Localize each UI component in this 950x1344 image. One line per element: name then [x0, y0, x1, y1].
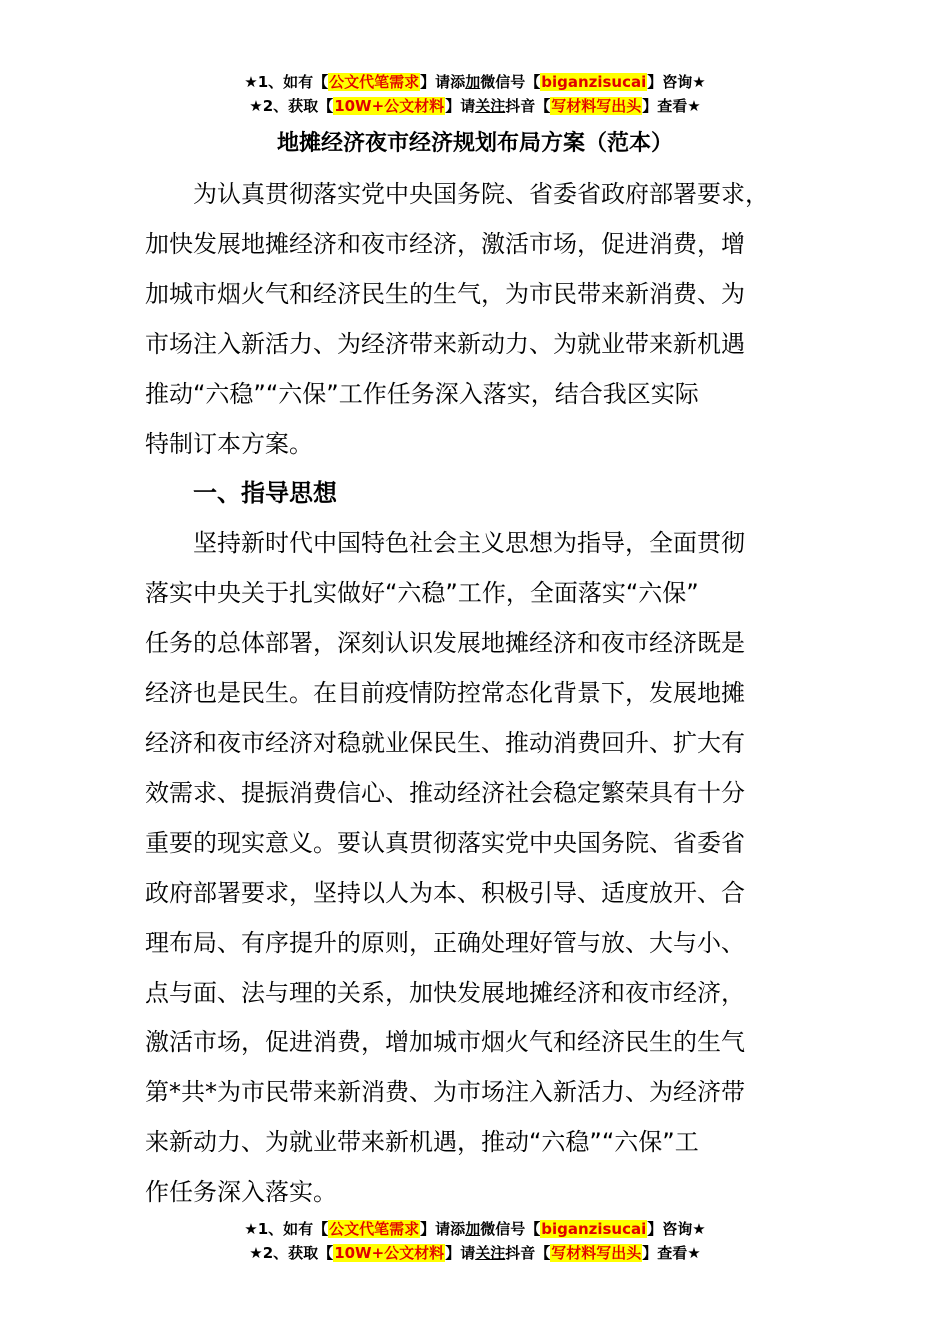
banner-text: ★2、获取【 — [249, 97, 334, 115]
banner-text: 抖音【 — [505, 1244, 551, 1262]
banner-text: ★1、如有【 — [244, 1220, 329, 1238]
banner-line-1 — [0, 70, 950, 94]
text-line: 经济也是民生。在目前疫情防控常态化背景下，发展地摊 — [145, 679, 745, 708]
text-line: 点与面、法与理的关系，加快发展地摊经济和夜市经济， — [145, 978, 745, 1007]
text-line: 激活市场，促进消费，增加城市烟火气和经济民生的生气 — [145, 1028, 745, 1057]
text-line: 推动“六稳”“六保”工作任务深入落实，结合我区实际 — [145, 379, 699, 408]
text-line: 作任务深入落实。 — [145, 1178, 337, 1207]
section-heading: 一、指导思想 — [193, 479, 337, 508]
banner-text: 】查看★ — [642, 97, 701, 115]
banner-text: 微信号【 — [480, 1220, 541, 1238]
text-line: 加快发展地摊经济和夜市经济，激活市场，促进消费，增 — [145, 229, 745, 258]
text-line: 坚持新时代中国特色社会主义思想为指导，全面贯彻 — [193, 529, 745, 558]
wechat-id-highlight: biganzisucai — [541, 73, 647, 91]
text-line: 经济和夜市经济对稳就业保民生、推动消费回升、扩大有 — [145, 728, 745, 757]
text-line: 第*共*为市民带来新消费、为市场注入新活力、为经济带 — [145, 1078, 745, 1107]
banner-text: 】请 — [445, 1244, 476, 1262]
banner-text: 】咨询★ — [647, 73, 706, 91]
intro-paragraph — [145, 170, 825, 469]
bottom-banner — [0, 1217, 950, 1265]
text-line: 理布局、有序提升的原则，正确处理好管与放、大与小、 — [145, 928, 745, 957]
banner-line-2 — [0, 94, 950, 118]
text-line: 政府部署要求，坚持以人为本、积极引导、适度放开、合 — [145, 878, 745, 907]
section-paragraph — [145, 519, 825, 1218]
text-line: 特制订本方案。 — [145, 429, 313, 458]
banner-text: ★1、如有【 — [244, 73, 329, 91]
banner-text: 】请添 — [420, 73, 466, 91]
text-line: 效需求、提振消费信心、推动经济社会稳定繁荣具有十分 — [145, 778, 745, 807]
highlight-text: 公文代笔需求 — [329, 1220, 420, 1238]
underlined-text: 加 — [465, 73, 481, 91]
banner-line-1 — [0, 1217, 950, 1241]
underlined-text: 加 — [465, 1220, 481, 1238]
underlined-text: 关注 — [475, 97, 506, 115]
banner-text: 】请添 — [420, 1220, 466, 1238]
banner-line-2 — [0, 1241, 950, 1265]
underlined-text: 关注 — [475, 1244, 506, 1262]
text-line: 来新动力、为就业带来新机遇，推动“六稳”“六保”工 — [145, 1128, 699, 1157]
banner-text: ★2、获取【 — [249, 1244, 334, 1262]
text-line: 加城市烟火气和经济民生的生气，为市民带来新消费、为 — [145, 279, 745, 308]
banner-text: 抖音【 — [505, 97, 551, 115]
banner-text: 】咨询★ — [647, 1220, 706, 1238]
text-line: 落实中央关于扎实做好“六稳”工作，全面落实“六保” — [145, 579, 699, 608]
text-line: 重要的现实意义。要认真贯彻落实党中央国务院、省委省 — [145, 828, 745, 857]
highlight-text: 公文代笔需求 — [329, 73, 420, 91]
top-banner — [0, 70, 950, 118]
douyin-highlight: 写材料写出头 — [551, 1244, 642, 1262]
document-body — [145, 170, 825, 1218]
highlight-text: 10W+公文材料 — [334, 1244, 445, 1262]
text-line: 为认真贯彻落实党中央国务院、省委省政府部署要求， — [193, 180, 769, 208]
text-line: 任务的总体部署，深刻认识发展地摊经济和夜市经济既是 — [145, 629, 745, 658]
document-title: 地摊经济夜市经济规划布局方案（范本） — [276, 131, 673, 156]
highlight-text: 10W+公文材料 — [334, 97, 445, 115]
banner-text: 】查看★ — [642, 1244, 701, 1262]
banner-text: 微信号【 — [480, 73, 541, 91]
banner-text: 】请 — [445, 97, 476, 115]
wechat-id-highlight: biganzisucai — [541, 1220, 647, 1238]
text-line: 市场注入新活力、为经济带来新动力、为就业带来新机遇 — [145, 329, 745, 358]
douyin-highlight: 写材料写出头 — [551, 97, 642, 115]
